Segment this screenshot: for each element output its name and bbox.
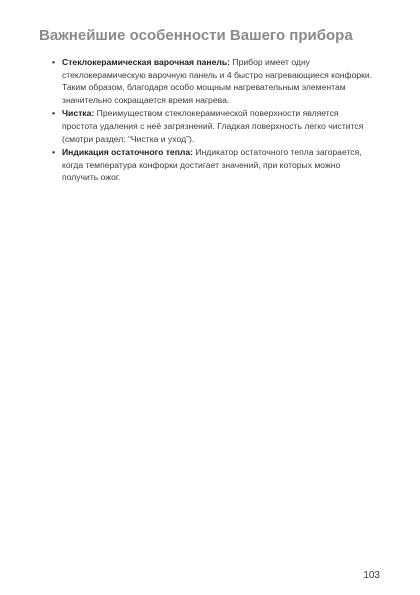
- feature-term: Чистка:: [62, 108, 95, 119]
- list-item: [52, 146, 374, 184]
- page-title: Важнейшие особенности Вашего прибора: [39, 27, 353, 44]
- feature-list: [52, 56, 374, 184]
- list-item: [52, 56, 374, 106]
- feature-term: Индикация остаточного тепла:: [62, 147, 193, 158]
- bullet: •: [52, 57, 56, 67]
- feature-term: Стеклокерамическая варочная панель:: [62, 57, 231, 67]
- bullet: •: [52, 108, 56, 119]
- list-item: [52, 107, 374, 145]
- feature-description: Прибор имеет одну стеклокерамическую варочную панель и 4 быстро нагревающиеся конфорки. Таким образом, благодаря особо мощным нагревательным элементам значительно сокращается время нагрева.: [62, 57, 373, 105]
- page-number: 103: [363, 570, 380, 581]
- feature-description: Преимуществом стеклокерамической поверхности является простота удаления с неё загрязнений. Гладкая поверхность легко чистится (смотри раздел: “Чистка и уход”).: [62, 108, 364, 144]
- feature-description: Индикатор остаточного тепла загорается, когда температура конфорки достигает значений, при которых можно получить ожог.: [62, 147, 362, 183]
- bullet: •: [52, 147, 56, 158]
